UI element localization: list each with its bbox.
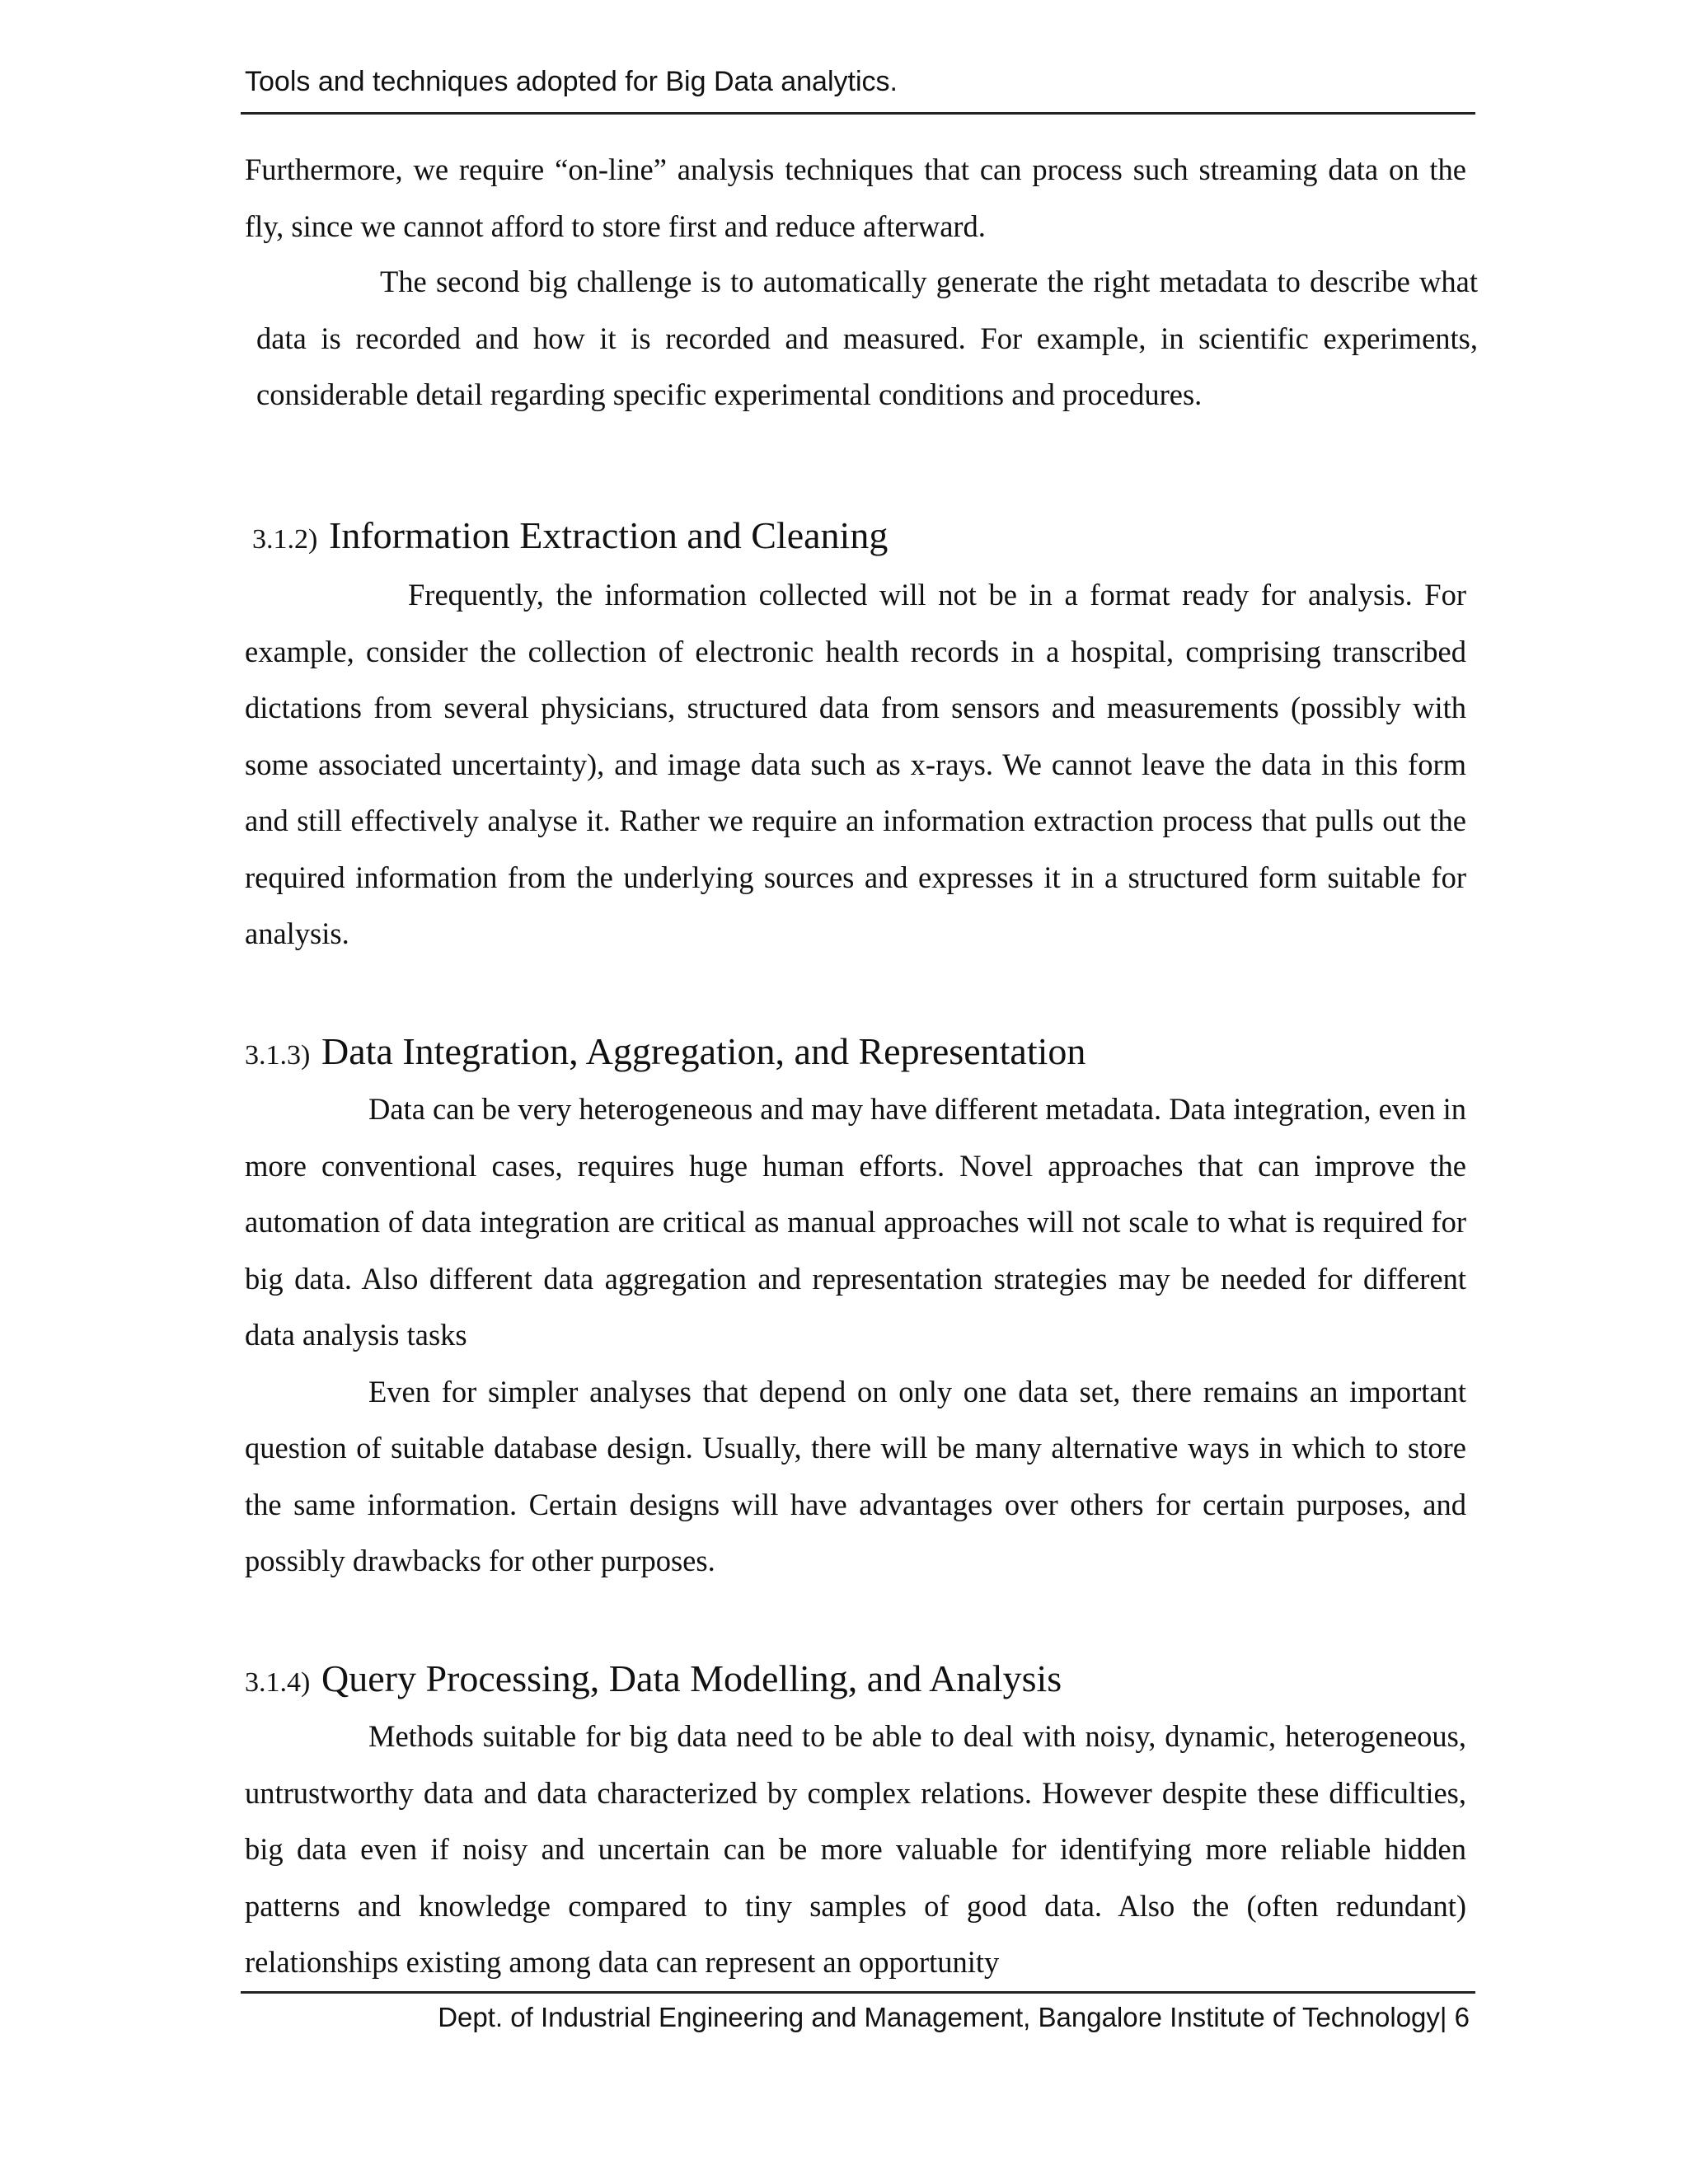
page-footer: Dept. of Industrial Engineering and Management, Bangalore Institute of Technology| 6 bbox=[438, 2002, 1470, 2032]
section-3-1-4-heading-block bbox=[245, 1654, 1466, 1699]
section-3-1-3-body bbox=[245, 1081, 1466, 1590]
section-number: 3.1.4) bbox=[245, 1667, 311, 1698]
metadata-challenge-paragraph: The second big challenge is to automatically generate the right metadata to describe what data is recorded and how it is recorded and measured. For example, in scientific experiments, considerable detail regarding specific experimental conditions and procedures. bbox=[256, 265, 1478, 411]
body-paragraph: Even for simpler analyses that depend on only one data set, there remains an important question of suitable database design. Usually, there will be many alternative ways in which to store the same information. Certain designs will have advantages over others for certain purposes, and possibly drawbacks for other purposes. bbox=[245, 1374, 1466, 1577]
section-heading bbox=[252, 511, 1474, 556]
section-number: 3.1.3) bbox=[245, 1040, 311, 1071]
section-3-1-3-heading-block bbox=[245, 1027, 1466, 1072]
body-paragraph: Frequently, the information collected will not be in a format ready for analysis. For example, consider the collection of electronic health records in a hospital, comprising transcribed dictations from several physicians, structured data from sensors and measurements (possibly with some associated uncertainty), and image data such as x-rays. We cannot leave the data in this form and still effectively analyse it. Rather we require an information extraction process that pulls out the required information from the underlying sources and expresses it in a structured form suitable for analysis. bbox=[245, 578, 1466, 950]
body-paragraph: Methods suitable for big data need to be able to deal with noisy, dynamic, heterogeneous, untrustworthy data and data characterized by complex relations. However despite these difficulties, big data even if noisy and uncertain can be more valuable for identifying more reliable hidden patterns and knowledge compared to tiny samples of good data. Also the (often redundant) relationships existing among data can represent an opportunity bbox=[245, 1719, 1466, 1979]
body-paragraph: Data can be very heterogeneous and may have different metadata. Data integration, even in more conventional cases, requires huge human efforts. Novel approaches that can improve the automation of data integration are critical as manual approaches will not scale to what is required for big data. Also different data aggregation and representation strategies may be needed for different data analysis tasks bbox=[245, 1092, 1467, 1352]
header-rule bbox=[241, 112, 1475, 115]
section-title: Information Extraction and Cleaning bbox=[329, 514, 889, 556]
section-3-1-2-heading-block bbox=[252, 511, 1474, 556]
intro-block bbox=[245, 142, 1466, 255]
section-3-1-4-body bbox=[245, 1708, 1466, 1991]
section-heading bbox=[245, 1654, 1466, 1699]
running-header: Tools and techniques adopted for Big Data analytics. bbox=[245, 66, 898, 97]
intro-paragraph: Furthermore, we require “on-line” analysis techniques that can process such streaming data on the fly, since we cannot afford to store first and reduce afterward. bbox=[245, 152, 1466, 243]
section-heading bbox=[245, 1027, 1466, 1072]
section-number: 3.1.2) bbox=[252, 524, 318, 555]
section-3-1-2-body bbox=[245, 567, 1466, 963]
section-title: Data Integration, Aggregation, and Representation bbox=[321, 1030, 1086, 1072]
footer-rule bbox=[241, 1991, 1475, 1994]
metadata-challenge-block bbox=[245, 254, 1478, 424]
section-title: Query Processing, Data Modelling, and Analysis bbox=[321, 1657, 1062, 1699]
